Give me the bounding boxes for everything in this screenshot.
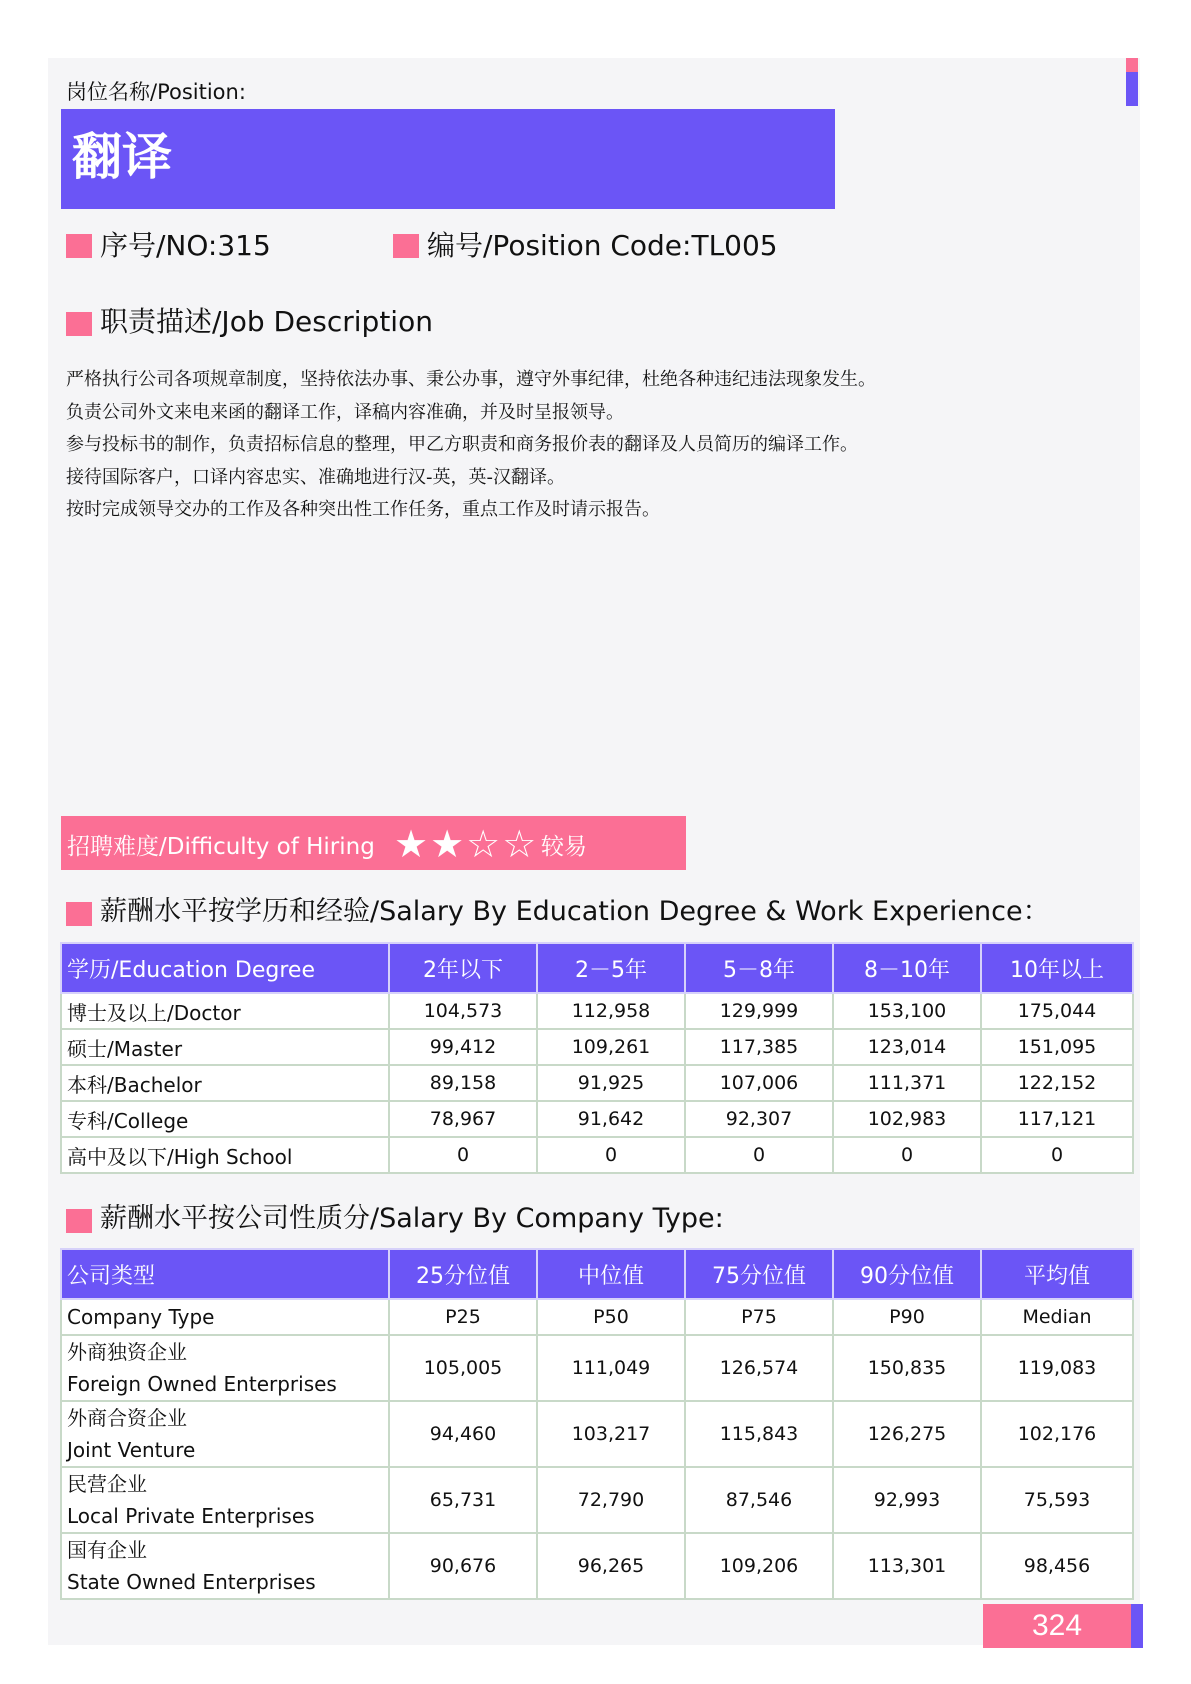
table-cell: 175,044: [981, 993, 1133, 1029]
table-subheader-row: [61, 1299, 1133, 1335]
table-cell: P25: [389, 1299, 537, 1335]
table-header-row: [61, 943, 1133, 993]
table-row: [61, 1533, 1133, 1599]
row-label: 硕士/Master: [61, 1029, 389, 1065]
bullet-square: [66, 234, 92, 258]
difficulty-banner: [61, 816, 686, 870]
table-cell: 0: [537, 1137, 685, 1173]
table-cell: 104,573: [389, 993, 537, 1029]
column-header: 10年以上: [981, 943, 1133, 993]
table-cell: 153,100: [833, 993, 981, 1029]
row-label: [61, 1533, 389, 1599]
table-cell: Median: [981, 1299, 1133, 1335]
table-cell: 94,460: [389, 1401, 537, 1467]
company-type-en: State Owned Enterprises: [67, 1570, 316, 1594]
job-description-heading: 职责描述/Job Description: [100, 305, 433, 338]
row-label: [61, 1335, 389, 1401]
table-cell: 111,049: [537, 1335, 685, 1401]
table-cell: 0: [685, 1137, 833, 1173]
table-cell: 115,843: [685, 1401, 833, 1467]
table-cell: 78,967: [389, 1101, 537, 1137]
row-label: [61, 1401, 389, 1467]
row-label: 本科/Bachelor: [61, 1065, 389, 1101]
position-label: 岗位名称/Position:: [66, 80, 246, 104]
table-cell: 107,006: [685, 1065, 833, 1101]
table-cell: 123,014: [833, 1029, 981, 1065]
bullet-square: [66, 312, 92, 336]
page-number: 324: [983, 1604, 1131, 1648]
table-row: [61, 1065, 1133, 1101]
company-type-cn: 民营企业: [67, 1472, 147, 1496]
difficulty-label: 招聘难度/Difficulty of Hiring: [67, 834, 375, 860]
table-cell: 99,412: [389, 1029, 537, 1065]
row-label: [61, 1467, 389, 1533]
table-cell: P90: [833, 1299, 981, 1335]
description-line: 参与投标书的制作，负责招标信息的整理，甲乙方职责和商务报价表的翻译及人员简历的编译工作。: [66, 434, 858, 455]
company-type-cn: 国有企业: [67, 1538, 147, 1562]
page-number-accent: [1131, 1604, 1143, 1648]
company-salary-heading: 薪酬水平按公司性质分/Salary By Company Type:: [100, 1203, 724, 1234]
table-cell: 112,958: [537, 993, 685, 1029]
table-cell: 96,265: [537, 1533, 685, 1599]
column-header: 25分位值: [389, 1249, 537, 1299]
column-header: 2－5年: [537, 943, 685, 993]
table-cell: 122,152: [981, 1065, 1133, 1101]
table-cell: 113,301: [833, 1533, 981, 1599]
education-salary-heading: 薪酬水平按学历和经验/Salary By Education Degree & Work Experience：: [100, 896, 1050, 927]
table-cell: 109,261: [537, 1029, 685, 1065]
row-label: 高中及以下/High School: [61, 1137, 389, 1173]
bullet-square: [66, 1209, 92, 1233]
column-header: 5－8年: [685, 943, 833, 993]
education-salary-table: [60, 942, 1134, 1174]
star-rating-icon: ★★☆☆: [394, 822, 539, 866]
table-header-row: [61, 1249, 1133, 1299]
table-row: [61, 1467, 1133, 1533]
corner-accent-pink: [1126, 58, 1138, 72]
table-cell: 0: [833, 1137, 981, 1173]
job-description-body: [66, 364, 876, 527]
description-line: 负责公司外文来电来函的翻译工作，译稿内容准确，并及时呈报领导。: [66, 401, 624, 423]
table-cell: P50: [537, 1299, 685, 1335]
column-header: 90分位值: [833, 1249, 981, 1299]
table-cell: 90,676: [389, 1533, 537, 1599]
table-cell: 117,385: [685, 1029, 833, 1065]
position-number: 序号/NO:315: [100, 229, 271, 262]
table-row: [61, 1137, 1133, 1173]
table-cell: 0: [389, 1137, 537, 1173]
column-header: 公司类型: [61, 1249, 389, 1299]
table-cell: 109,206: [685, 1533, 833, 1599]
table-cell: 105,005: [389, 1335, 537, 1401]
corner-accent-purple: [1126, 72, 1138, 106]
column-header: 学历/Education Degree: [61, 943, 389, 993]
position-title: 翻译: [72, 128, 172, 186]
table-cell: 87,546: [685, 1467, 833, 1533]
column-header: 中位值: [537, 1249, 685, 1299]
table-cell: 103,217: [537, 1401, 685, 1467]
column-header: 平均值: [981, 1249, 1133, 1299]
table-cell: 92,307: [685, 1101, 833, 1137]
table-cell: 65,731: [389, 1467, 537, 1533]
table-cell: 151,095: [981, 1029, 1133, 1065]
table-cell: 111,371: [833, 1065, 981, 1101]
company-type-cn: 外商合资企业: [67, 1406, 187, 1430]
table-cell: 117,121: [981, 1101, 1133, 1137]
table-cell: 0: [981, 1137, 1133, 1173]
table-cell: 91,642: [537, 1101, 685, 1137]
company-type-en: Joint Venture: [67, 1438, 196, 1462]
column-header: 8－10年: [833, 943, 981, 993]
table-row: [61, 1335, 1133, 1401]
row-label: Company Type: [61, 1299, 389, 1335]
table-cell: 102,983: [833, 1101, 981, 1137]
row-label: 博士及以上/Doctor: [61, 993, 389, 1029]
table-cell: 126,275: [833, 1401, 981, 1467]
column-header: 2年以下: [389, 943, 537, 993]
table-cell: 92,993: [833, 1467, 981, 1533]
table-cell: 75,593: [981, 1467, 1133, 1533]
bullet-square: [66, 902, 92, 926]
company-type-en: Foreign Owned Enterprises: [67, 1372, 337, 1396]
table-cell: 129,999: [685, 993, 833, 1029]
difficulty-value: 较易: [541, 834, 587, 860]
table-cell: 126,574: [685, 1335, 833, 1401]
title-banner: [61, 109, 835, 209]
table-row: [61, 993, 1133, 1029]
company-salary-table: [60, 1248, 1134, 1600]
table-cell: 98,456: [981, 1533, 1133, 1599]
table-cell: 150,835: [833, 1335, 981, 1401]
position-code: 编号/Position Code:TL005: [427, 229, 778, 262]
table-row: [61, 1029, 1133, 1065]
table-cell: 91,925: [537, 1065, 685, 1101]
description-line: 严格执行公司各项规章制度，坚持依法办事、秉公办事，遵守外事纪律，杜绝各种违纪违法现象发生。: [66, 369, 876, 390]
column-header: 75分位值: [685, 1249, 833, 1299]
table-row: [61, 1101, 1133, 1137]
company-type-en: Local Private Enterprises: [67, 1504, 315, 1528]
row-label: 专科/College: [61, 1101, 389, 1137]
table-cell: 119,083: [981, 1335, 1133, 1401]
description-line: 按时完成领导交办的工作及各种突出性工作任务，重点工作及时请示报告。: [66, 499, 660, 520]
table-cell: 72,790: [537, 1467, 685, 1533]
table-row: [61, 1401, 1133, 1467]
table-cell: 89,158: [389, 1065, 537, 1101]
company-type-cn: 外商独资企业: [67, 1340, 187, 1364]
description-line: 接待国际客户，口译内容忠实、准确地进行汉-英，英-汉翻译。: [66, 466, 565, 488]
table-cell: 102,176: [981, 1401, 1133, 1467]
table-cell: P75: [685, 1299, 833, 1335]
bullet-square: [393, 234, 419, 258]
